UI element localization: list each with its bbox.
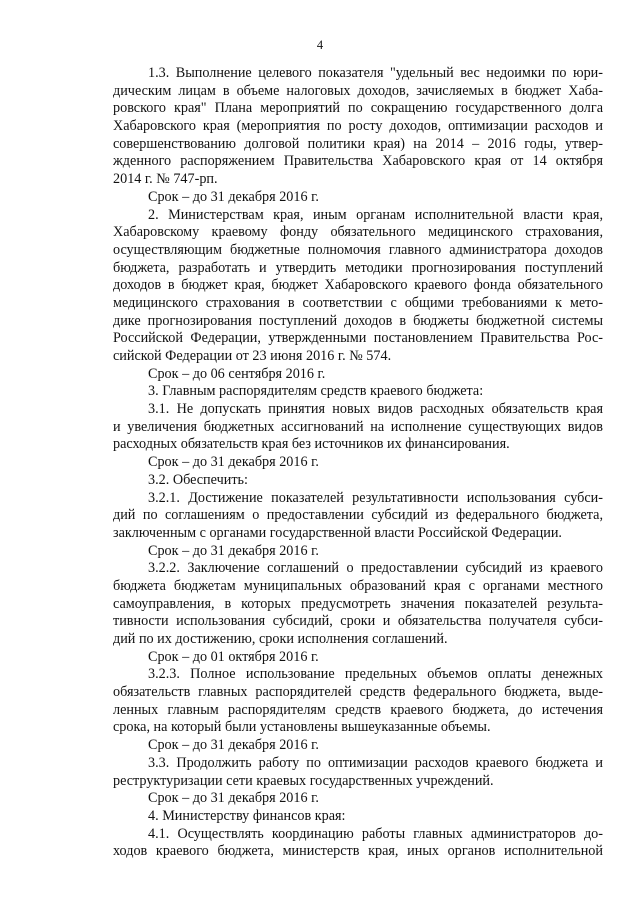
- text-line: доходов в бюджет края, бюджет Хабаровского краевого фонда обязательного: [113, 277, 603, 294]
- text-line: медицинского страхования в соответствии с общими требованиями к мето-: [113, 294, 603, 311]
- text-line: самоуправления, в которых предусмотреть значения показателей результа-: [113, 595, 603, 612]
- text-line: 2014 г. № 747-рп.: [113, 171, 218, 188]
- text-line: дическим лицам в объеме налоговых доходов, зачисляемых в бюджет Хаба-: [113, 82, 603, 99]
- page-number: 4: [316, 38, 324, 52]
- text-line: Хабаровского края (мероприятия по росту доходов, оптимизации расходов и: [113, 118, 603, 135]
- text-line: тивности использования субсидий, сроки и обязательства получателя субси-: [113, 613, 603, 630]
- text-line: 3. Главным распорядителям средств краевого бюджета:: [148, 383, 484, 400]
- text-line: и увеличения бюджетных ассигнований на исполнение существующих видов: [113, 418, 603, 435]
- text-line: осуществляющим бюджетные полномочия главного администратора доходов: [113, 241, 603, 258]
- text-line: 2. Министерствам края, иным органам исполнительной власти края,: [148, 206, 603, 223]
- text-line: совершенствованию долговой политики края) на 2014 – 2016 годы, утвер-: [113, 135, 603, 152]
- text-line: 3.2.2. Заключение соглашений о предоставлении субсидий из краевого: [148, 560, 603, 577]
- text-line: ровского края" Плана мероприятий по сокращению государственного долга: [113, 100, 603, 117]
- text-line: 1.3. Выполнение целевого показателя "удельный вес недоимки по юри-: [148, 65, 603, 81]
- text-line: Срок – до 31 декабря 2016 г.: [148, 790, 319, 807]
- text-line: Хабаровскому краевому фонду обязательного медицинского страхования,: [113, 224, 603, 241]
- text-line: 3.2.3. Полное использование предельных объемов оплаты денежных: [148, 666, 603, 683]
- text-line: 4. Министерству финансов края:: [148, 807, 346, 824]
- text-line: сийской Федерации от 23 июня 2016 г. № 574.: [113, 348, 392, 364]
- text-line: реструктуризации сети краевых государственных учреждений.: [113, 772, 494, 789]
- text-line: Российской Федерации, утвержденными постановлением Правительства Рос-: [113, 330, 603, 347]
- text-line: 4.1. Осуществлять координацию работы главных администраторов до-: [148, 825, 603, 842]
- text-line: 3.2. Обеспечить:: [148, 471, 248, 488]
- text-line: срока, на который были установлены вышеуказанные объемы.: [113, 719, 491, 736]
- text-line: бюджета, разработать и утвердить методики прогнозирования поступлений: [113, 259, 603, 276]
- text-line: 3.3. Продолжить работу по оптимизации расходов краевого бюджета и: [148, 754, 603, 771]
- document-body: [113, 65, 603, 861]
- text-line: заключенным с органами государственной власти Российской Федерации.: [113, 524, 562, 541]
- text-line: дике прогнозирования поступлений доходов в бюджеты бюджетной системы: [113, 312, 603, 329]
- text-line: Срок – до 31 декабря 2016 г.: [148, 737, 319, 754]
- text-line: Срок – до 31 декабря 2016 г.: [148, 542, 319, 559]
- text-line: расходных обязательств края без источников их финансирования.: [113, 436, 510, 453]
- text-line: 3.2.1. Достижение показателей результативности использования субси-: [148, 489, 603, 506]
- text-line: Срок – до 06 сентября 2016 г.: [148, 365, 326, 382]
- text-line: Срок – до 01 октября 2016 г.: [148, 648, 319, 665]
- text-line: Срок – до 31 декабря 2016 г.: [148, 188, 319, 205]
- text-line: ходов краевого бюджета, министерств края, иных органов исполнительной: [113, 843, 603, 860]
- text-line: 3.1. Не допускать принятия новых видов расходных обязательств края: [148, 401, 603, 418]
- text-line: жденного распоряжением Правительства Хабаровского края от 14 октября: [113, 153, 603, 170]
- text-line: дий по соглашениям о предоставлении субсидий из федерального бюджета,: [113, 507, 603, 524]
- text-line: Срок – до 31 декабря 2016 г.: [148, 454, 319, 471]
- text-line: ленных главным распорядителям средств краевого бюджета, до истечения: [113, 701, 603, 718]
- text-line: обязательств главных распорядителей средств федерального бюджета, выде-: [113, 684, 603, 701]
- text-line: дий по их достижению, сроки исполнения соглашений.: [113, 631, 448, 647]
- text-line: бюджета бюджетам муниципальных образований края с органами местного: [113, 577, 603, 594]
